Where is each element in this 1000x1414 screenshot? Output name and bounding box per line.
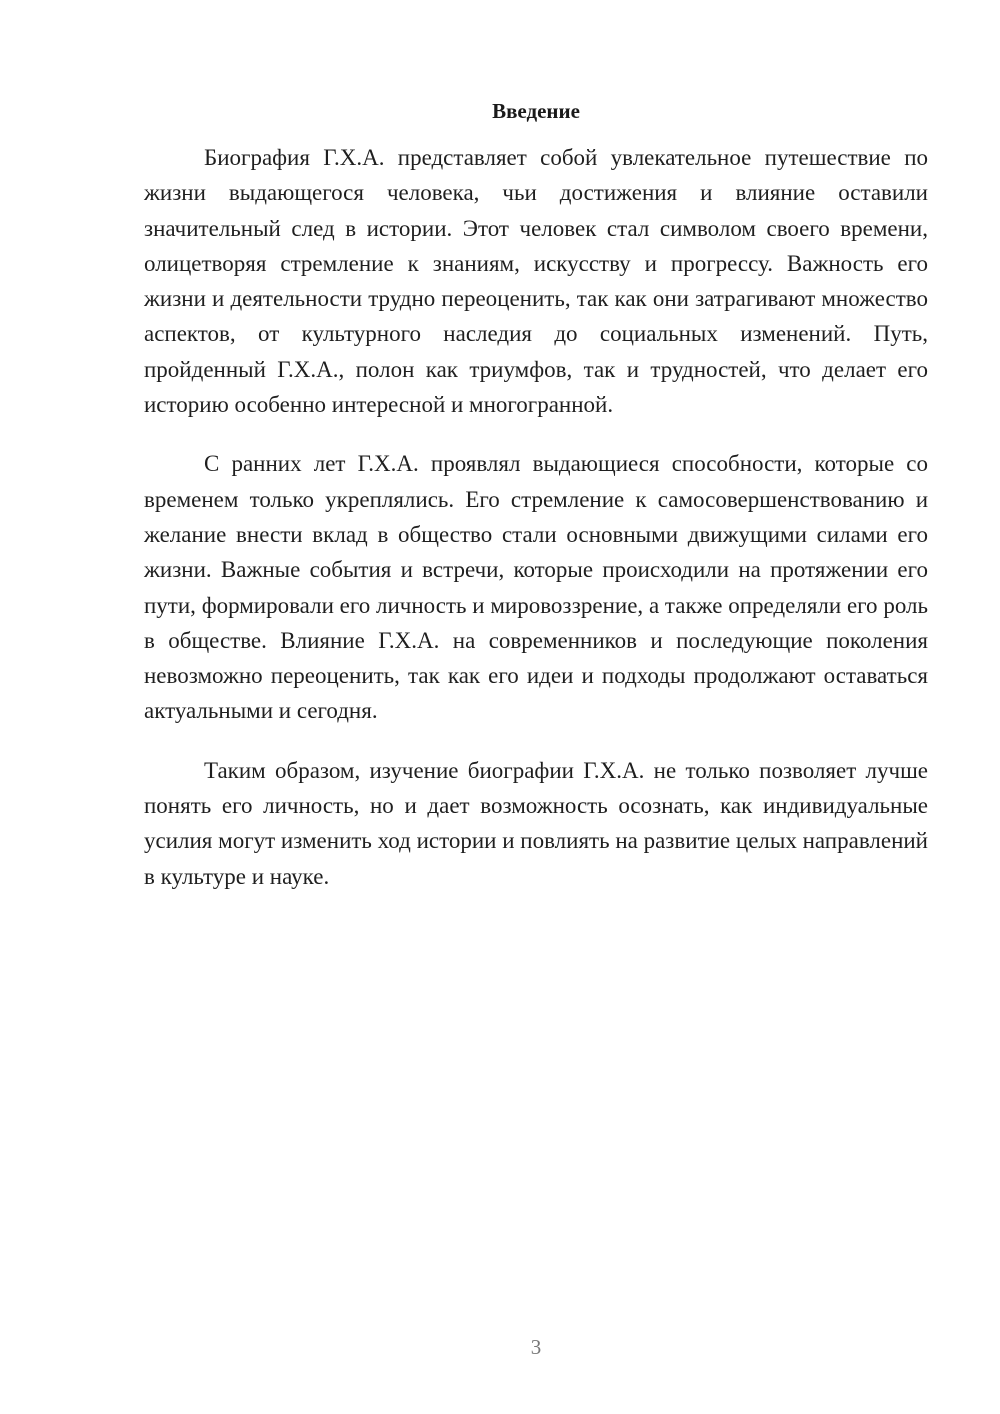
paragraph-1: Биография Г.Х.А. представляет собой увлекательное путешествие по жизни выдающегося человека, чьи достижения и влияние оставили значительный след в истории. Этот человек стал символом своего времени, олицетворяя стремление к знаниям, искусству и прогрессу. Важность его жизни и деятельности трудно переоценить, так как они затрагивают множество аспектов, от культурного наследия до социальных изменений. Путь, пройденный Г.Х.А., полон как триумфов, так и трудностей, что делает его историю особенно интересной и многогранной. [144,145,928,418]
paragraph-2: С ранних лет Г.Х.А. проявлял выдающиеся способности, которые со временем только укреплялись. Его стремление к самосовершенствованию и желание внести вклад в общество стали основными движущими силами его жизни. Важные события и встречи, которые происходили на протяжении его пути, формировали его личность и мировоззрение, а также определяли его роль в обществе. Влияние Г.Х.А. на современников и последующие поколения невозможно переоценить, так как его идеи и подходы продолжают оставаться актуальными и сегодня. [144,451,928,724]
page-number: 3 [530,1335,542,1359]
paragraph-3: Таким образом, изучение биографии Г.Х.А. не только позволяет лучше понять его личность, но и дает возможность осознать, как индивидуальные усилия могут изменить ход истории и повлиять на развитие целых направлений в культуре и науке. [144,757,928,889]
document-body [144,140,928,918]
section-title: Введение [492,99,580,123]
